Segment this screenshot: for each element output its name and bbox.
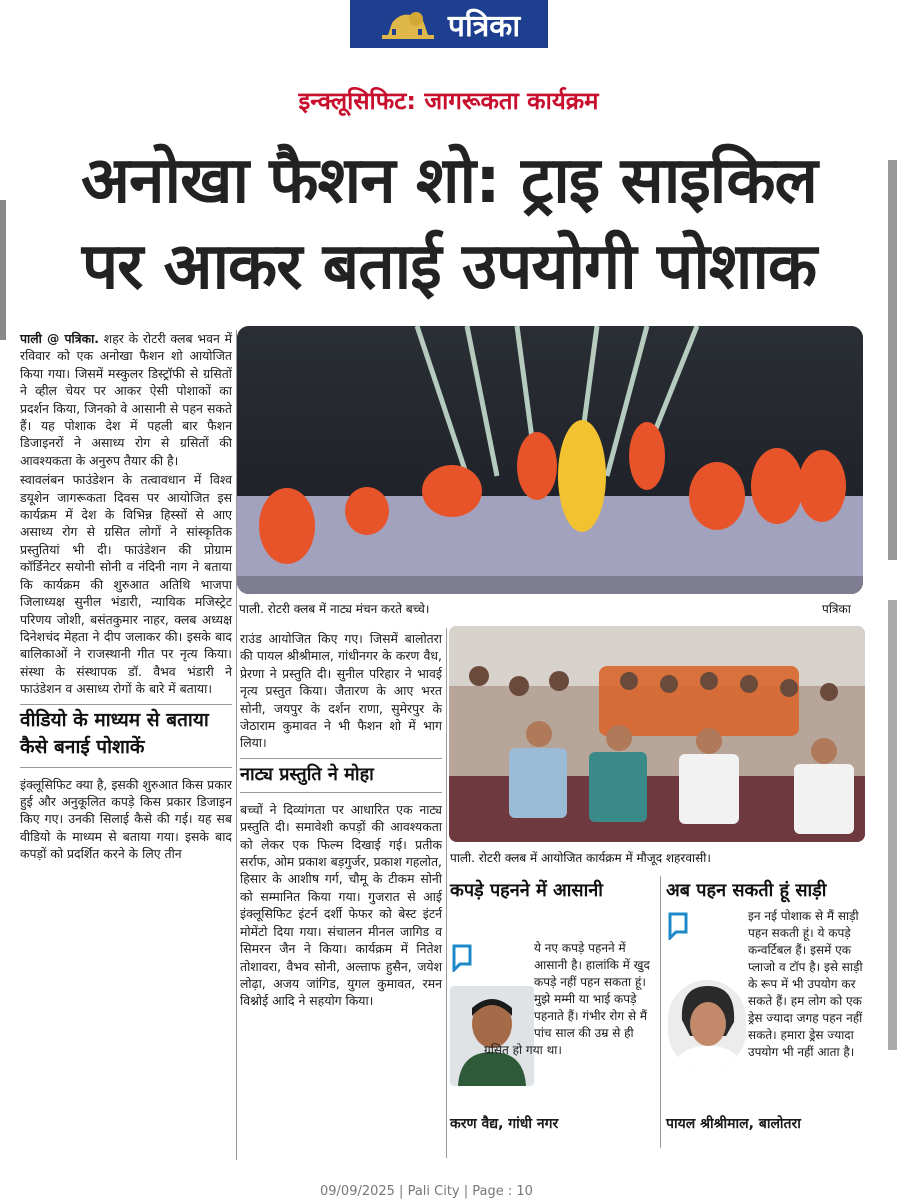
headline (14, 138, 884, 310)
headline-line-1: अनोखा फैशन शो: ट्राइ साइकिल (81, 144, 817, 218)
box2-quote: इन नई पोशाक से मैं साड़ी पहन सकती हूं। ये कपड़े कन्वर्टिबल हैं। इसमें एक प्लाजो व टॉप है। इसे साड़ी के रूप में भी उपयोग कर सकते हैं। हम लोग को एक ड्रेस ज्यादा जगह पहन नहीं सकते। हमारा ड्रेस ज्यादा उपयोग भी नहीं आता है। (696, 908, 864, 1068)
paragraph-intro-text: शहर के रोटरी क्लब भवन में रविवार को एक अनोखा फैशन शो आयोजित किया गया। जिसमें मस्कुलर डिस्ट्रॉफी से ग्रसितों ने व्हील चेयर पर आकर ऐसी पोशाकों का प्रदर्शन किया, जिनको वे आसानी से पहन सकते हैं। यह पोशाक देश में पहली बार फैशन डिजाइनरों ने असाध्य रोग से ग्रसितों की आवश्यकता के अनुरुप तैयार की है। (20, 331, 232, 468)
divider (240, 758, 442, 759)
box2-quote-marker (668, 912, 688, 944)
paragraph-3: इंक्लूसिफिट क्या है, इसकी शुरुआत किस प्रकार हुई और अनुकूलित कपड़े किस प्रकार डिजाइन किए गए। उनकी सिलाई कैसे की गई। यह सब वीडियो के माध्यम से बताया गया। इसके बाद कपड़ों को प्रदर्शित करने के लिए तीन (20, 776, 232, 862)
quote-mark-icon (452, 944, 472, 972)
photo2-caption: पाली. रोटरी क्लब में आयोजित कार्यक्रम में मौजूद शहरवासी। (450, 851, 711, 865)
paragraph-5: बच्चों ने दिव्यांगता पर आधारित एक नाट्य प्रस्तुति दी। समावेशी कपड़ों की आवश्यकता को लेकर एक फिल्म दिखाई गई। प्रतीक सर्राफ, ओम प्रकाश बड़गुर्जर, प्रकाश गहलोत, हिसार के आशीष गर्ग, चौमू के टीकम सोनी को सम्मानित किया गया। गुजरात से आई इंक्लूसिफिट इंटर्न दर्शी फेफर को बेस्ट इंटर्न मोमेंटो दिया गया। संचालन मीनल जागिड व सिमरन जैन ने किया। कार्यक्रम में नितेश तोशावरा, वैभव सोनी, अल्ताफ हुसैन, जयेश लोढ़ा, अजय जांगिड, युगल कुमावत, रमन विश्नोई आदि ने सहयोग किया। (240, 801, 442, 1009)
lion-logo-icon (378, 5, 438, 43)
right-page-edge (888, 160, 897, 560)
stage-photo (237, 326, 863, 594)
headline-line-2: पर आकर बताई उपयोगी पोशाक (81, 230, 817, 304)
divider (20, 704, 232, 705)
kicker: इन्क्लूसिफिट: जागरूकता कार्यक्रम (298, 87, 599, 115)
box1-title: कपड़े पहनने में आसानी (450, 880, 603, 901)
box2-title: अब पहन सकती हूं साड़ी (666, 880, 827, 901)
text-wrap-spacer (484, 986, 534, 1034)
paragraph-2: स्वावलंबन फाउंडेशन के तत्वावधान में विश्व डयूशेन जागरूकता दिवस पर आयोजित इस कार्यक्रम में देश के विभिन्न हिस्सों से आए असाध्य रोग से ग्रसित लोगों ने सांस्कृतिक प्रस्तुतियां भी दी। फाउंडेशन की प्रोग्राम कॉर्डिनेटर सयोनी सोनी व नंदिनी नाग ने बताया कि कार्यक्रम की शुरुआत अतिथि भाजपा जिलाध्यक्ष सुनील भंडारी, न्यायिक मजिस्ट्रेट परिणय जोशी, बसंतकुमार नाहर, क्लब अध्यक्ष दिनेशचंद मेहता ने दीप जलाकर की। इसके बाद बालिकाओं ने राजस्थानी गीत पर नृत्य किया। संस्था के संस्थापक डॉ. वैभव भंडारी ने फाउंडेशन व असाध्य रोगों के बारे में बताया। (20, 472, 232, 697)
column-rule (660, 876, 661, 1148)
photo1-credit: पत्रिका (822, 602, 851, 616)
dateline: पाली @ पत्रिका. (20, 331, 100, 346)
column-rule (446, 628, 447, 1158)
divider (20, 767, 232, 768)
photo1-caption: पाली. रोटरी क्लब में नाट्य मंचन करते बच्चे। (239, 602, 430, 616)
audience-photo (449, 626, 865, 842)
quote-box-karan (450, 878, 656, 1138)
box1-quote-marker (452, 944, 472, 976)
box1-byline: करण वैद्य, गांधी नगर (450, 1116, 559, 1132)
brand-name: पत्रिका (447, 8, 521, 44)
subhead-drama: नाट्य प्रस्तुति ने मोहा (240, 763, 374, 785)
box1-quote: ये नए कपड़े पहनने में आसानी है। हालांकि में खुद कपड़े नहीं पहन सकता हूं। मुझे मम्मी या भाई कपड़े पहनाते हैं। गंभीर रोग से मैं पांच साल की उम्र से ही ग्रसित हो गया था। (484, 941, 650, 1057)
box2-byline: पायल श्रीश्रीमाल, बालोतरा (666, 1116, 801, 1132)
text-wrap-spacer (696, 982, 748, 1068)
right-page-edge-lower (888, 600, 897, 1050)
page-footer: 09/09/2025 | Pali City | Page : 10 (320, 1184, 533, 1199)
stage-scene-image (237, 326, 863, 594)
left-page-edge (0, 200, 6, 340)
masthead (350, 0, 548, 48)
article-column-2 (240, 630, 442, 1010)
article-column-1 (20, 330, 232, 863)
paragraph-intro (20, 330, 232, 469)
quote-mark-icon (668, 912, 688, 940)
audience-scene-image (449, 626, 865, 842)
divider (240, 792, 442, 793)
paragraph-4: राउंड आयोजित किए गए। जिसमें बालोतरा की पायल श्रीश्रीमाल, गांधीनगर के करण वैध, प्रेरणा ने प्रस्तुति दी। सुनील परिहार ने भावई नृत्य प्रस्तुत किया। जैतारण के आए भरत सोनी, जयपुर के दर्शन राणा, सुमेरपुर के जेठाराम कुमावत ने भी फैशन शो में भाग लिया। (240, 631, 442, 751)
quote-box-payal (666, 878, 864, 1138)
subhead-video: वीडियो के माध्यम से बताया कैसे बनाई पोशाकें (20, 708, 209, 758)
